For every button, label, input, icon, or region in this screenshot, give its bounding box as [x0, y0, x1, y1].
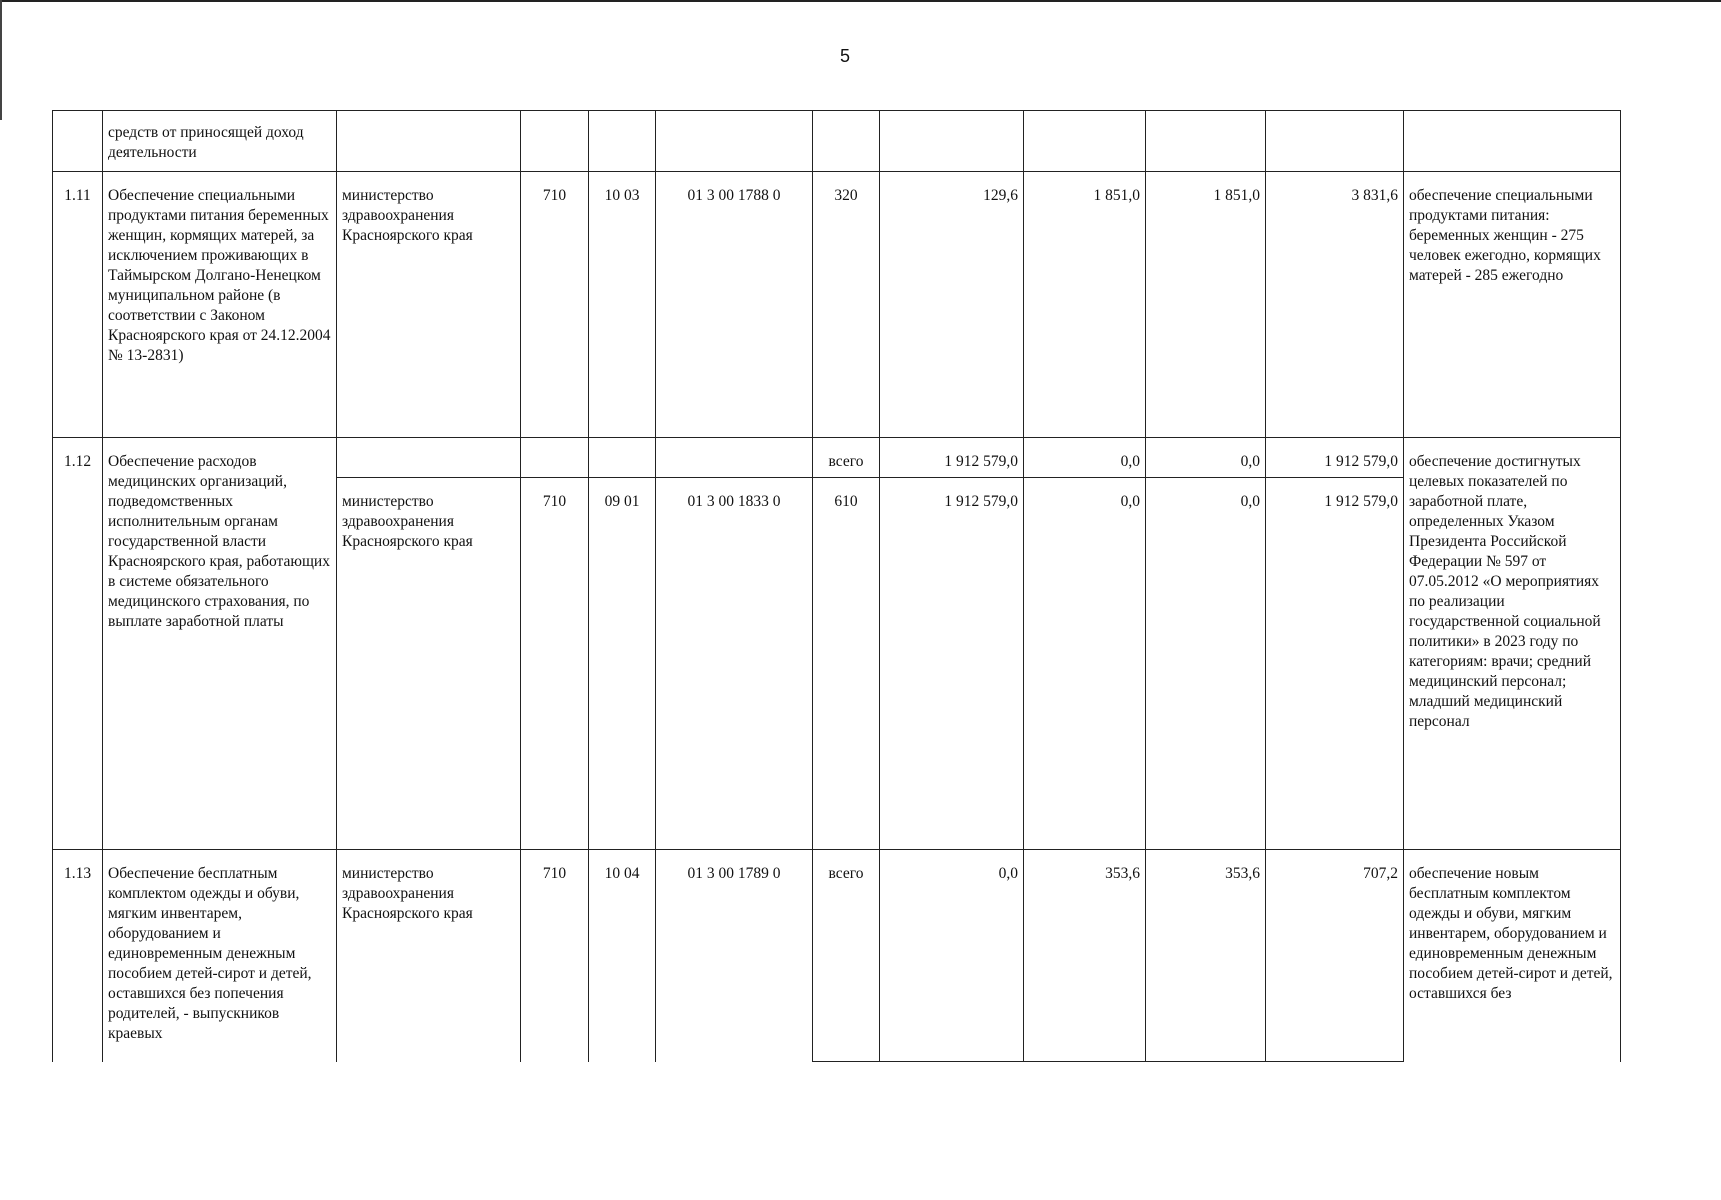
cell-y2023: 1 912 579,0: [880, 478, 1024, 850]
cell-vr: 610: [813, 478, 880, 850]
cell-y2024: 0,0: [1024, 478, 1146, 850]
page-number: 5: [839, 46, 850, 66]
cell-total: 707,2: [1266, 850, 1404, 1062]
cell-total: 3 831,6: [1266, 172, 1404, 438]
cell-name: Обеспечение специальными продуктами питания беременных женщин, кормящих матерей, за исключением проживающих в Таймырском Долгано-Ненецком муниципальном районе (в соответствии с Законом Красноярского края от 24.12.2004 № 13-2831): [103, 172, 337, 438]
cell-code: 710: [521, 172, 589, 438]
cell-grbs: [337, 438, 521, 478]
scan-edge-top: [0, 0, 1721, 2]
cell-name: средств от приносящей доход деятельности: [103, 111, 337, 172]
cell-vr: [813, 111, 880, 172]
cell-total: [1266, 111, 1404, 172]
cell-num: 1.11: [53, 172, 103, 438]
cell-y2023: [880, 111, 1024, 172]
cell-vr: всего: [813, 438, 880, 478]
cell-code: [521, 111, 589, 172]
cell-y2024: 353,6: [1024, 850, 1146, 1062]
cell-y2025: 0,0: [1146, 478, 1266, 850]
cell-result: [1404, 111, 1621, 172]
cell-y2023: 129,6: [880, 172, 1024, 438]
cell-name: Обеспечение бесплатным комплектом одежды и обуви, мягким инвентарем, оборудованием и единовременным денежным пособием детей-сирот и детей, оставшихся без попечения родителей, - выпускников краевых: [103, 850, 337, 1062]
table-row-1-12-total: [53, 438, 1621, 478]
cell-grbs: министерство здравоохранения Красноярского края: [337, 850, 521, 1062]
cell-grbs: [337, 111, 521, 172]
cell-num: [53, 111, 103, 172]
cell-csr: [656, 438, 813, 478]
cell-csr: 01 3 00 1833 0: [656, 478, 813, 850]
cell-num: 1.13: [53, 850, 103, 1062]
cell-csr: 01 3 00 1789 0: [656, 850, 813, 1062]
cell-vr: 320: [813, 172, 880, 438]
cell-grbs: министерство здравоохранения Красноярского края: [337, 478, 521, 850]
cell-code: [521, 438, 589, 478]
cell-result: обеспечение новым бесплатным комплектом одежды и обуви, мягким инвентарем, оборудованием и единовременным денежным пособием детей-сирот и детей, оставшихся без: [1404, 850, 1621, 1062]
cell-rzpr: 09 01: [589, 478, 656, 850]
table-row-1-11: [53, 172, 1621, 438]
budget-table: [52, 110, 1621, 1062]
cell-y2023: 1 912 579,0: [880, 438, 1024, 478]
cell-y2024: 0,0: [1024, 438, 1146, 478]
cell-csr: [656, 111, 813, 172]
cell-rzpr: 10 04: [589, 850, 656, 1062]
cell-y2023: 0,0: [880, 850, 1024, 1062]
cell-code: 710: [521, 850, 589, 1062]
cell-y2025: [1146, 111, 1266, 172]
cell-num: 1.12: [53, 438, 103, 850]
cell-grbs: министерство здравоохранения Красноярского края: [337, 172, 521, 438]
cell-result: обеспечение достигнутых целевых показателей по заработной плате, определенных Указом Президента Российской Федерации № 597 от 07.05.2012 «О мероприятиях по реализации государственной социальной политики» в 2023 году по категориям: врачи; средний медицинский персонал; младший медицинский персонал: [1404, 438, 1621, 850]
cell-rzpr: [589, 111, 656, 172]
cell-result: обеспечение специальными продуктами питания: беременных женщин - 275 человек ежегодно, кормящих матерей - 285 ежегодно: [1404, 172, 1621, 438]
cell-y2024: 1 851,0: [1024, 172, 1146, 438]
table-row-1-13: [53, 850, 1621, 1062]
cell-csr: 01 3 00 1788 0: [656, 172, 813, 438]
cell-rzpr: 10 03: [589, 172, 656, 438]
cell-y2025: 1 851,0: [1146, 172, 1266, 438]
cell-total: 1 912 579,0: [1266, 438, 1404, 478]
cell-y2025: 353,6: [1146, 850, 1266, 1062]
cell-vr: всего: [813, 850, 880, 1062]
cell-name: Обеспечение расходов медицинских организаций, подведомственных исполнительным органам государственной власти Красноярского края, работающих в системе обязательного медицинского страхования, по выплате заработной платы: [103, 438, 337, 850]
table-row-continuation: [53, 111, 1621, 172]
cell-total: 1 912 579,0: [1266, 478, 1404, 850]
cell-y2024: [1024, 111, 1146, 172]
cell-code: 710: [521, 478, 589, 850]
cell-y2025: 0,0: [1146, 438, 1266, 478]
cell-rzpr: [589, 438, 656, 478]
